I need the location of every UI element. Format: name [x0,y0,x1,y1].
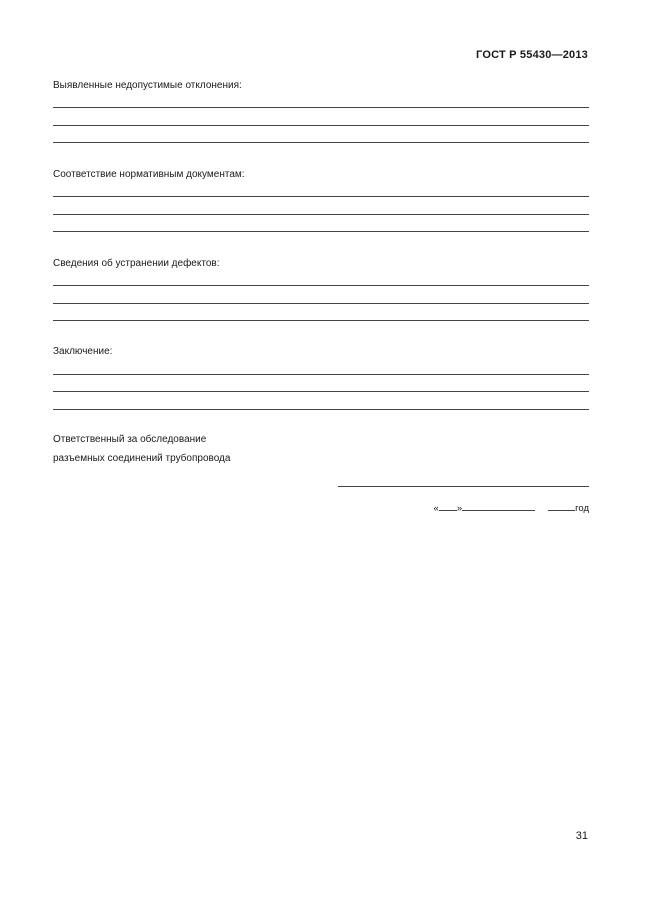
fill-line[interactable] [53,125,589,126]
year-blank[interactable] [548,501,575,511]
fill-line[interactable] [53,196,589,197]
section-label-deviations: Выявленные недопустимые отклонения: [53,80,242,91]
fill-line[interactable] [53,320,589,321]
section-label-defect-elimination: Сведения об устранении дефектов: [53,258,220,269]
section-label-compliance: Соответствие нормативным документам: [53,169,245,180]
document-code: ГОСТ Р 55430—2013 [476,49,588,61]
date-field [434,501,589,514]
responsible-label-line2: разъемных соединений трубопровода [53,453,231,464]
fill-line[interactable] [53,374,589,375]
fill-line[interactable] [53,303,589,304]
fill-line[interactable] [53,285,589,286]
fill-line[interactable] [53,409,589,410]
date-close-quote: » [456,503,463,514]
day-blank[interactable] [439,501,457,511]
date-open-quote: « [433,503,439,514]
section-label-conclusion: Заключение: [53,346,113,357]
fill-line[interactable] [53,107,589,108]
page-number: 31 [575,830,588,842]
fill-line[interactable] [53,214,589,215]
month-blank[interactable] [462,501,535,511]
responsible-label-line1: Ответственный за обследование [53,434,207,445]
fill-line[interactable] [53,391,589,392]
signature-line[interactable] [338,486,589,487]
fill-line[interactable] [53,231,589,232]
fill-line[interactable] [53,142,589,143]
year-word: год [575,503,589,514]
